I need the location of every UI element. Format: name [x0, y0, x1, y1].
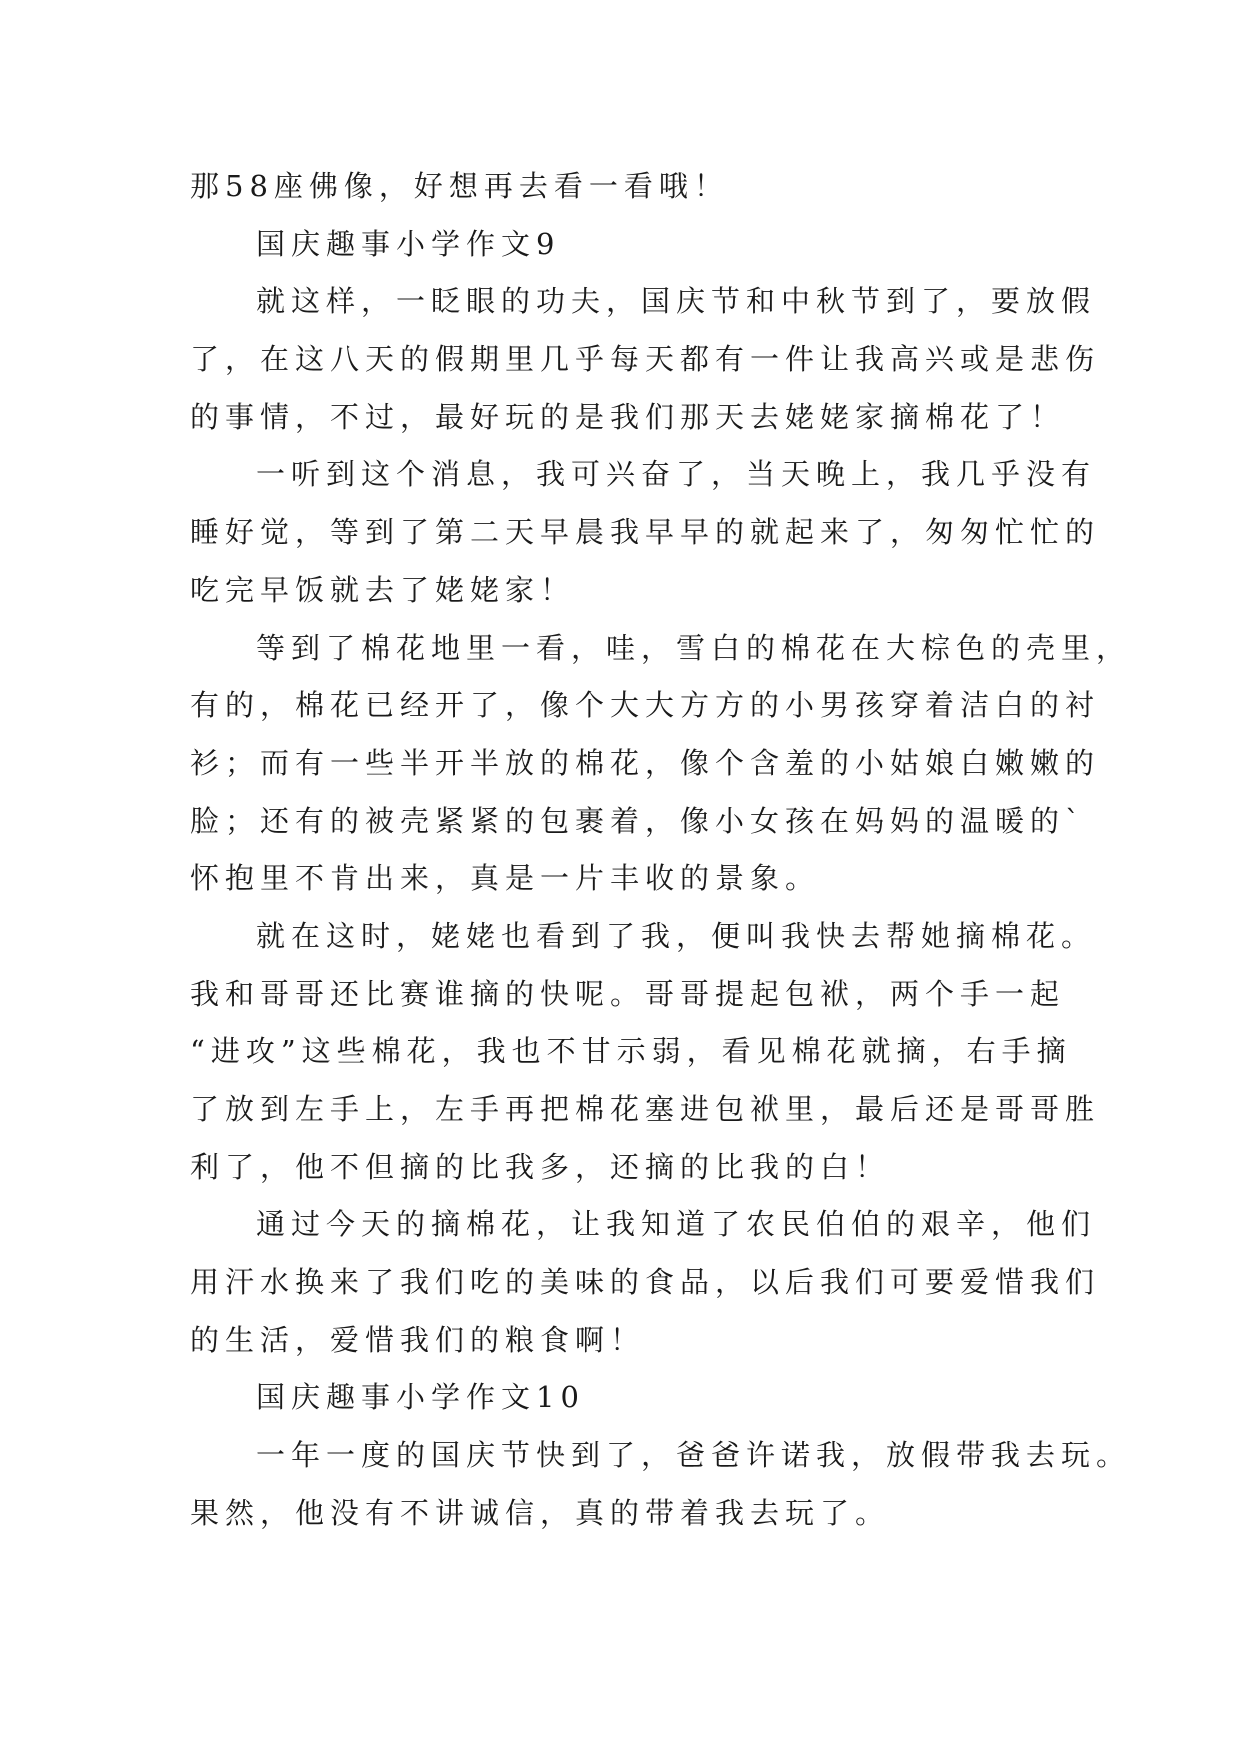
text-line-8: 吃完早饭就去了姥姥家！ [190, 572, 576, 607]
text-line-15: 我和哥哥还比赛谁摘的快呢。哥哥提起包袱，两个手一起 [190, 976, 1066, 1011]
text-line-12: 脸；还有的被壳紧紧的包裹着，像小女孩在妈妈的温暖的` [190, 803, 1086, 838]
text-line-24: 果然，他没有不讲诚信，真的带着我去玩了。 [190, 1495, 891, 1530]
text-line-6: 一听到这个消息，我可兴奋了，当天晚上，我几乎没有 [256, 457, 1097, 492]
text-line-14: 就在这时，姥姥也看到了我，便叫我快去帮她摘棉花。 [256, 918, 1097, 953]
text-line-4: 了，在这八天的假期里几乎每天都有一件让我高兴或是悲伤 [190, 342, 1101, 377]
text-line-13: 怀抱里不肯出来，真是一片丰收的景象。 [190, 861, 821, 896]
text-line-5: 的事情，不过，最好玩的是我们那天去姥姥家摘棉花了！ [190, 399, 1066, 434]
text-line-23: 一年一度的国庆节快到了，爸爸许诺我，放假带我去玩。 [256, 1438, 1132, 1473]
text-line-10: 有的，棉花已经开了，像个大大方方的小男孩穿着洁白的衬 [190, 688, 1101, 723]
text-line-3: 就这样，一眨眼的功夫，国庆节和中秋节到了，要放假 [256, 284, 1097, 319]
text-line-7: 睡好觉，等到了第二天早晨我早早的就起来了，匆匆忙忙的 [190, 515, 1101, 550]
text-line-21: 的生活，爱惜我们的粮食啊！ [190, 1322, 646, 1357]
text-line-18: 利了，他不但摘的比我多，还摘的比我的白！ [190, 1149, 891, 1184]
text-line-9: 等到了棉花地里一看，哇，雪白的棉花在大棕色的壳里， [256, 630, 1132, 665]
text-line-19: 通过今天的摘棉花，让我知道了农民伯伯的艰辛，他们 [256, 1207, 1097, 1242]
text-line-1: 那58座佛像，好想再去看一看哦！ [190, 169, 729, 203]
text-line-16: “进攻”这些棉花，我也不甘示弱，看见棉花就摘，右手摘 [190, 1034, 1072, 1069]
section-heading-10: 国庆趣事小学作文10 [256, 1380, 585, 1415]
text-line-20: 用汗水换来了我们吃的美味的食品，以后我们可要爱惜我们 [190, 1265, 1101, 1300]
essay-text [190, 158, 1132, 1543]
section-heading-9: 国庆趣事小学作文9 [256, 226, 561, 261]
text-line-11: 衫；而有一些半开半放的棉花，像个含羞的小姑娘白嫩嫩的 [190, 745, 1101, 780]
text-line-17: 了放到左手上，左手再把棉花塞进包袱里，最后还是哥哥胜 [190, 1092, 1101, 1126]
